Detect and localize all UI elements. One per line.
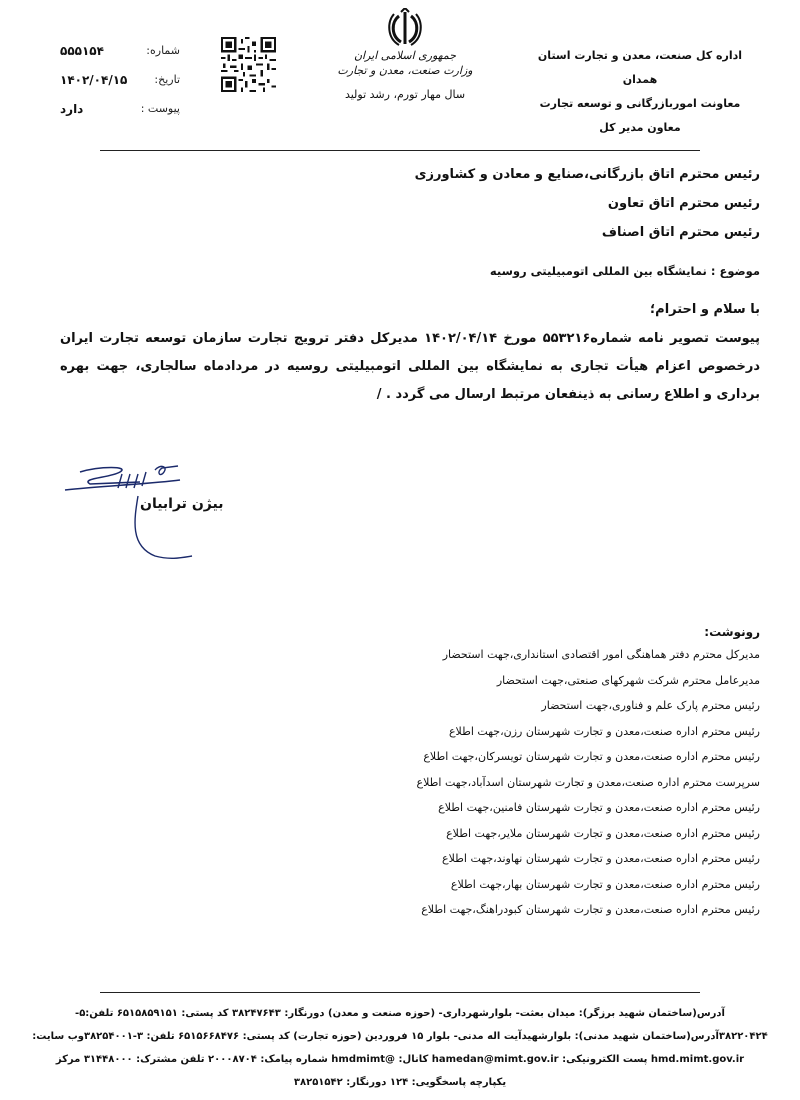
number-label: شماره: bbox=[146, 44, 180, 57]
emblem-line: جمهوری اسلامی ایران bbox=[353, 49, 457, 62]
cc-list bbox=[340, 642, 760, 923]
iran-emblem-icon bbox=[385, 8, 425, 48]
cc-item: رئیس محترم اداره صنعت،معدن و تجارت شهرستان رزن،جهت اطلاع bbox=[448, 724, 760, 738]
attachment-row bbox=[60, 94, 180, 123]
subject-line: موضوع : نمایشگاه بین المللی اتومبیلیتی روسیه bbox=[489, 264, 760, 278]
footer-address bbox=[30, 1002, 770, 1094]
addressee: رئیس محترم اتاق بازرگانی،صنایع و معادن و کشاورزی bbox=[414, 167, 760, 182]
footer-line: آدرس(ساختمان شهید برزگر): میدان بعثت- بلوارشهرداری- (حوزه صنعت و معدن) دورنگار: ۳۸۲۴۷۶۴۳ کد پستی: ۶۵۱۵۸۵۹۱۵۱ تلفن:۵- bbox=[75, 1008, 725, 1019]
number-row bbox=[60, 36, 180, 65]
addressee: رئیس محترم اتاق اصناف bbox=[601, 225, 760, 240]
footer-line: ۳۸۲۲۰۴۲۴آدرس(ساختمان شهید مدنی): بلوارشهیدآیت اله مدنی- بلوار ۱۵ فروردین (حوزه تجارت) کد پستی: ۶۵۱۵۶۶۸۴۷۶ تلفن: ۳-۳۸۲۵۴۰۰۱وب سایت: bbox=[32, 1031, 768, 1042]
cc-item: رئیس محترم اداره صنعت،معدن و تجارت شهرستان ملایر،جهت اطلاع bbox=[446, 826, 760, 840]
signer-name: بیژن ترابیان bbox=[140, 496, 224, 512]
cc-item: رئیس محترم اداره صنعت،معدن و تجارت شهرستان نهاوند،جهت اطلاع bbox=[442, 852, 760, 865]
emblem-line: وزارت صنعت، معدن و تجارت bbox=[337, 64, 473, 77]
year-slogan: سال مهار تورم، رشد تولید bbox=[344, 88, 466, 101]
qr-code-icon bbox=[221, 37, 276, 92]
cc-item: رئیس محترم اداره صنعت،معدن و تجارت شهرستان بهار،جهت اطلاع bbox=[450, 877, 760, 891]
letter-number: ۵۵۵۱۵۴ bbox=[60, 43, 104, 58]
letter-date: ۱۴۰۲/۰۴/۱۵ bbox=[60, 72, 128, 87]
organization-block bbox=[520, 44, 760, 140]
footer-divider bbox=[100, 992, 700, 993]
date-label: تاریخ: bbox=[154, 73, 180, 86]
cc-item: رئیس محترم اداره صنعت،معدن و تجارت شهرستان فامنین،جهت اطلاع bbox=[438, 801, 760, 814]
cc-item: سرپرست محترم اداره صنعت،معدن و تجارت شهرستان اسدآباد،جهت اطلاع bbox=[416, 775, 760, 789]
addressees bbox=[160, 160, 760, 247]
org-line: اداره کل صنعت، معدن و تجارت استان همدان bbox=[537, 49, 743, 86]
org-line: معاون مدیر کل bbox=[599, 121, 681, 134]
header-divider bbox=[100, 150, 700, 151]
cc-title: رونوشت: bbox=[704, 625, 760, 639]
greeting: با سلام و احترام؛ bbox=[649, 302, 760, 317]
cc-item: رئیس محترم اداره صنعت،معدن و تجارت شهرستان تویسرکان،جهت اطلاع bbox=[423, 750, 760, 763]
cc-item: رئیس محترم اداره صنعت،معدن و تجارت شهرستان کبودراهنگ،جهت اطلاع bbox=[421, 903, 760, 916]
cc-item: مدیرعامل محترم شرکت شهرکهای صنعتی،جهت استحضار bbox=[496, 673, 760, 687]
cc-item: رئیس محترم پارک علم و فناوری،جهت استحضار bbox=[541, 699, 760, 712]
attachment-label: پیوست : bbox=[140, 102, 180, 115]
attachment-value: دارد bbox=[60, 101, 84, 116]
letter-body: پیوست تصویر نامه شماره۵۵۳۲۱۶ مورخ ۱۴۰۲/۰۴/۱۴ مدیرکل دفتر ترویج تجارت سازمان توسعه تجارت ایران درخصوص اعزام هیأت تجاری به نمایشگاه بین المللی اتومبیلیتی روسیه در مردادماه سالجاری، جهت بهره برداری و اطلاع رسانی به ذینفعان مرتبط ارسال می گردد . / bbox=[60, 331, 760, 402]
letter-meta bbox=[60, 36, 180, 123]
org-line: معاونت اموربازرگانی و توسعه تجارت bbox=[539, 97, 741, 110]
addressee: رئیس محترم اتاق تعاون bbox=[607, 196, 760, 211]
date-row bbox=[60, 65, 180, 94]
signature-icon bbox=[60, 460, 240, 570]
cc-item: مدیرکل محترم دفتر هماهنگی امور اقتصادی استانداری،جهت استحضار bbox=[442, 648, 760, 661]
footer-line: یکپارچه پاسخگویی: ۱۲۴ دورنگار: ۳۸۲۵۱۵۴۲ bbox=[293, 1077, 507, 1088]
footer-line: hmd.mimt.gov.ir پست الکترونیکی: hamedan@mimt.gov.ir کانال: @hmdmimt شماره پیامک: ۲۰۰۰۸۷۰۴ تلفن مشترک: ۳۱۴۴۸۰۰۰ مرکز bbox=[55, 1054, 745, 1065]
emblem-block bbox=[330, 8, 480, 101]
